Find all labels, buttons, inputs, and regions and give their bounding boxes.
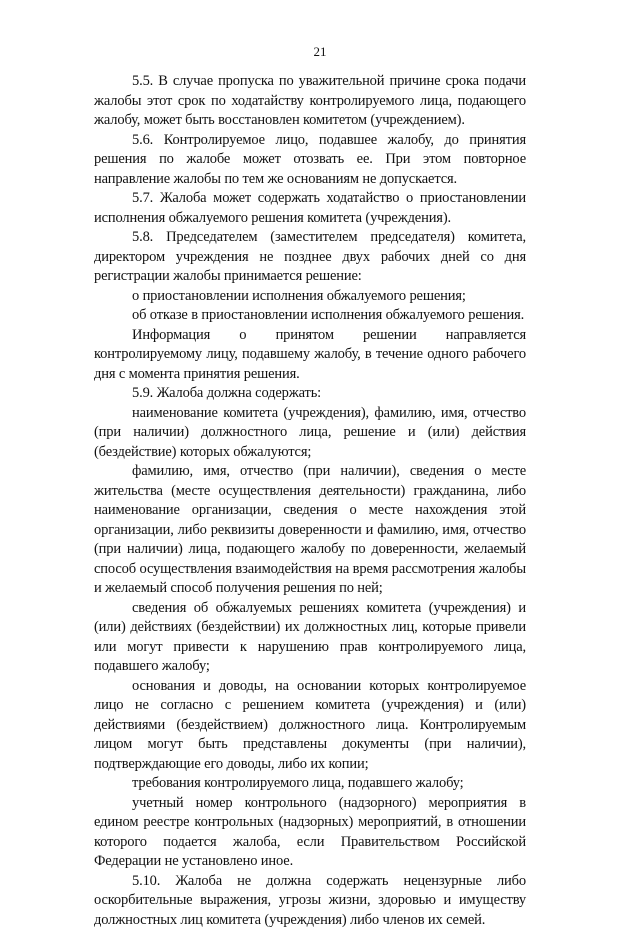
list-item: наименование комитета (учреждения), фамилию, имя, отчество (при наличии) должностного лица, решение и (или) действия (бездействие) которых обжалуются;	[94, 404, 526, 463]
paragraph-5-5: 5.5. В случае пропуска по уважительной причине срока подачи жалобы этот срок по ходатайству контролируемого лица, подающего жалобу, может быть восстановлен комитетом (учреждением).	[94, 72, 526, 131]
list-item: о приостановлении исполнения обжалуемого решения;	[94, 287, 526, 307]
document-body	[94, 72, 526, 930]
paragraph-5-7: 5.7. Жалоба может содержать ходатайство о приостановлении исполнения обжалуемого решения комитета (учреждения).	[94, 189, 526, 228]
paragraph-5-6: 5.6. Контролируемое лицо, подавшее жалобу, до принятия решения по жалобе может отозвать ее. При этом повторное направление жалобы по тем же основаниям не допускается.	[94, 131, 526, 190]
paragraph-5-9: 5.9. Жалоба должна содержать:	[94, 384, 526, 404]
list-item: требования контролируемого лица, подавшего жалобу;	[94, 774, 526, 794]
list-item: учетный номер контрольного (надзорного) мероприятия в едином реестре контрольных (надзорных) мероприятий, в отношении которого подается жалоба, если Правительством Российской Федерации не установлено иное.	[94, 794, 526, 872]
list-item: фамилию, имя, отчество (при наличии), сведения о месте жительства (месте осуществления деятельности) гражданина, либо наименование организации, сведения о месте нахождения этой организации, либо реквизиты доверенности и фамилию, имя, отчество (при наличии) лица, подающего жалобу по доверенности, желаемый способ осуществления взаимодействия на время рассмотрения жалобы и желаемый способ получения решения по ней;	[94, 462, 526, 599]
paragraph-decision-info: Информация о принятом решении направляется контролируемому лицу, подавшему жалобу, в течение одного рабочего дня с момента принятия решения.	[94, 326, 526, 385]
list-item: об отказе в приостановлении исполнения обжалуемого решения.	[94, 306, 526, 326]
list-item: сведения об обжалуемых решениях комитета (учреждения) и (или) действиях (бездействии) их должностных лиц, которые привели или могут привести к нарушению прав контролируемого лица, подавшего жалобу;	[94, 599, 526, 677]
paragraph-5-8: 5.8. Председателем (заместителем председателя) комитета, директором учреждения не позднее двух рабочих дней со дня регистрации жалобы принимается решение:	[94, 228, 526, 287]
list-item: основания и доводы, на основании которых контролируемое лицо не согласно с решением комитета (учреждения) и (или) действиями (бездействием) должностного лица. Контролируемым лицом могут быть представлены документы (при наличии), подтверждающие его доводы, либо их копии;	[94, 677, 526, 775]
paragraph-5-10: 5.10. Жалоба не должна содержать нецензурные либо оскорбительные выражения, угрозы жизни, здоровью и имуществу должностных лиц комитета (учреждения) либо членов их семей.	[94, 872, 526, 930]
page-number: 21	[0, 44, 640, 60]
